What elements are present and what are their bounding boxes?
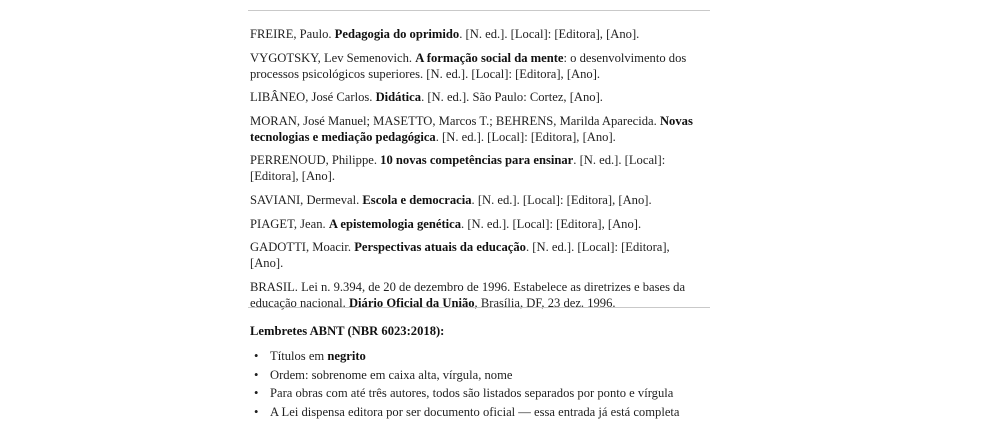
reference-title: Pedagogia do oprimido — [334, 27, 460, 41]
reference-entry — [250, 216, 695, 232]
bullet-icon: • — [254, 349, 259, 363]
reminder-text: Ordem: sobrenome em caixa alta, vírgula, nome — [270, 367, 513, 382]
reminder-item — [250, 384, 710, 403]
reminder-item — [250, 366, 710, 385]
reference-title: Novas tecnologias e mediação pedagógica — [250, 113, 693, 144]
reference-details: , Brasília, DF, 23 dez. 1996. — [474, 295, 616, 310]
reminders-list — [250, 347, 710, 421]
reference-author: SAVIANI, Dermeval. — [250, 192, 363, 207]
reference-author: LIBÂNEO, José Carlos. — [250, 90, 376, 105]
reference-author: FREIRE, Paulo. — [250, 27, 335, 41]
reference-entry — [250, 113, 695, 145]
reminder-item — [250, 403, 710, 422]
reminder-text: A Lei dispensa editora por ser documento oficial — essa entrada já está completa — [270, 404, 680, 419]
bullet-icon: • — [254, 386, 259, 401]
reference-title: 10 novas competências para ensinar — [380, 153, 574, 168]
reference-entry — [250, 152, 695, 184]
reference-details: . [N. ed.]. São Paulo: Cortez, [Ano]. — [421, 90, 603, 105]
reference-author: BRASIL. Lei n. 9.394, de 20 de dezembro de 1996. Estabelece as diretrizes e bases da educação nacional. — [250, 279, 686, 310]
reference-details: . [N. ed.]. [Local]: [Editora], [Ano]. — [461, 216, 642, 231]
reference-author: PERRENOUD, Philippe. — [250, 153, 381, 168]
reference-details: . [N. ed.]. [Local]: [Editora], [Ano]. — [250, 240, 670, 271]
reference-list — [250, 26, 695, 318]
reference-details: . [N. ed.]. [Local]: [Editora], [Ano]. — [250, 153, 666, 184]
reference-entry — [250, 89, 695, 105]
reference-title: Perspectivas atuais da educação — [354, 240, 526, 255]
reminder-item — [250, 347, 710, 366]
top-divider — [248, 10, 710, 11]
reference-entry — [250, 239, 695, 271]
reference-details: : o desenvolvimento dos processos psicológicos superiores. [N. ed.]. [Local]: [Editora], [Ano]. — [250, 50, 687, 81]
reference-author: GADOTTI, Moacir. — [250, 240, 355, 255]
reference-entry — [250, 26, 695, 42]
abnt-reminders — [250, 323, 710, 421]
reference-details: . [N. ed.]. [Local]: [Editora], [Ano]. — [471, 192, 652, 207]
reminder-text: Títulos em — [270, 349, 328, 363]
reference-author: PIAGET, Jean. — [250, 216, 329, 231]
section-divider — [248, 307, 710, 308]
reference-title: Diário Oficial da União — [348, 295, 475, 310]
reference-title: A epistemologia genética — [328, 216, 462, 231]
reminder-text: Para obras com até três autores, todos são listados separados por ponto e vírgula — [270, 386, 674, 401]
reference-title: A formação social da mente — [415, 50, 564, 65]
reference-author: MORAN, José Manuel; MASETTO, Marcos T.; BEHRENS, Marilda Aparecida. — [250, 113, 660, 128]
reference-entry — [250, 279, 695, 311]
reminders-heading: Lembretes ABNT (NBR 6023:2018): — [250, 324, 445, 338]
reference-title: Escola e democracia — [362, 192, 472, 207]
reference-entry — [250, 192, 695, 208]
reference-details: . [N. ed.]. [Local]: [Editora], [Ano]. — [459, 27, 640, 41]
reference-author: VYGOTSKY, Lev Semenovich. — [250, 50, 416, 65]
reference-title: Didática — [375, 90, 422, 105]
reminder-emphasis: negrito — [327, 349, 366, 363]
reference-details: . [N. ed.]. [Local]: [Editora], [Ano]. — [435, 129, 616, 144]
bullet-icon: • — [254, 367, 259, 382]
bullet-icon: • — [254, 404, 259, 419]
reference-entry — [250, 50, 695, 82]
